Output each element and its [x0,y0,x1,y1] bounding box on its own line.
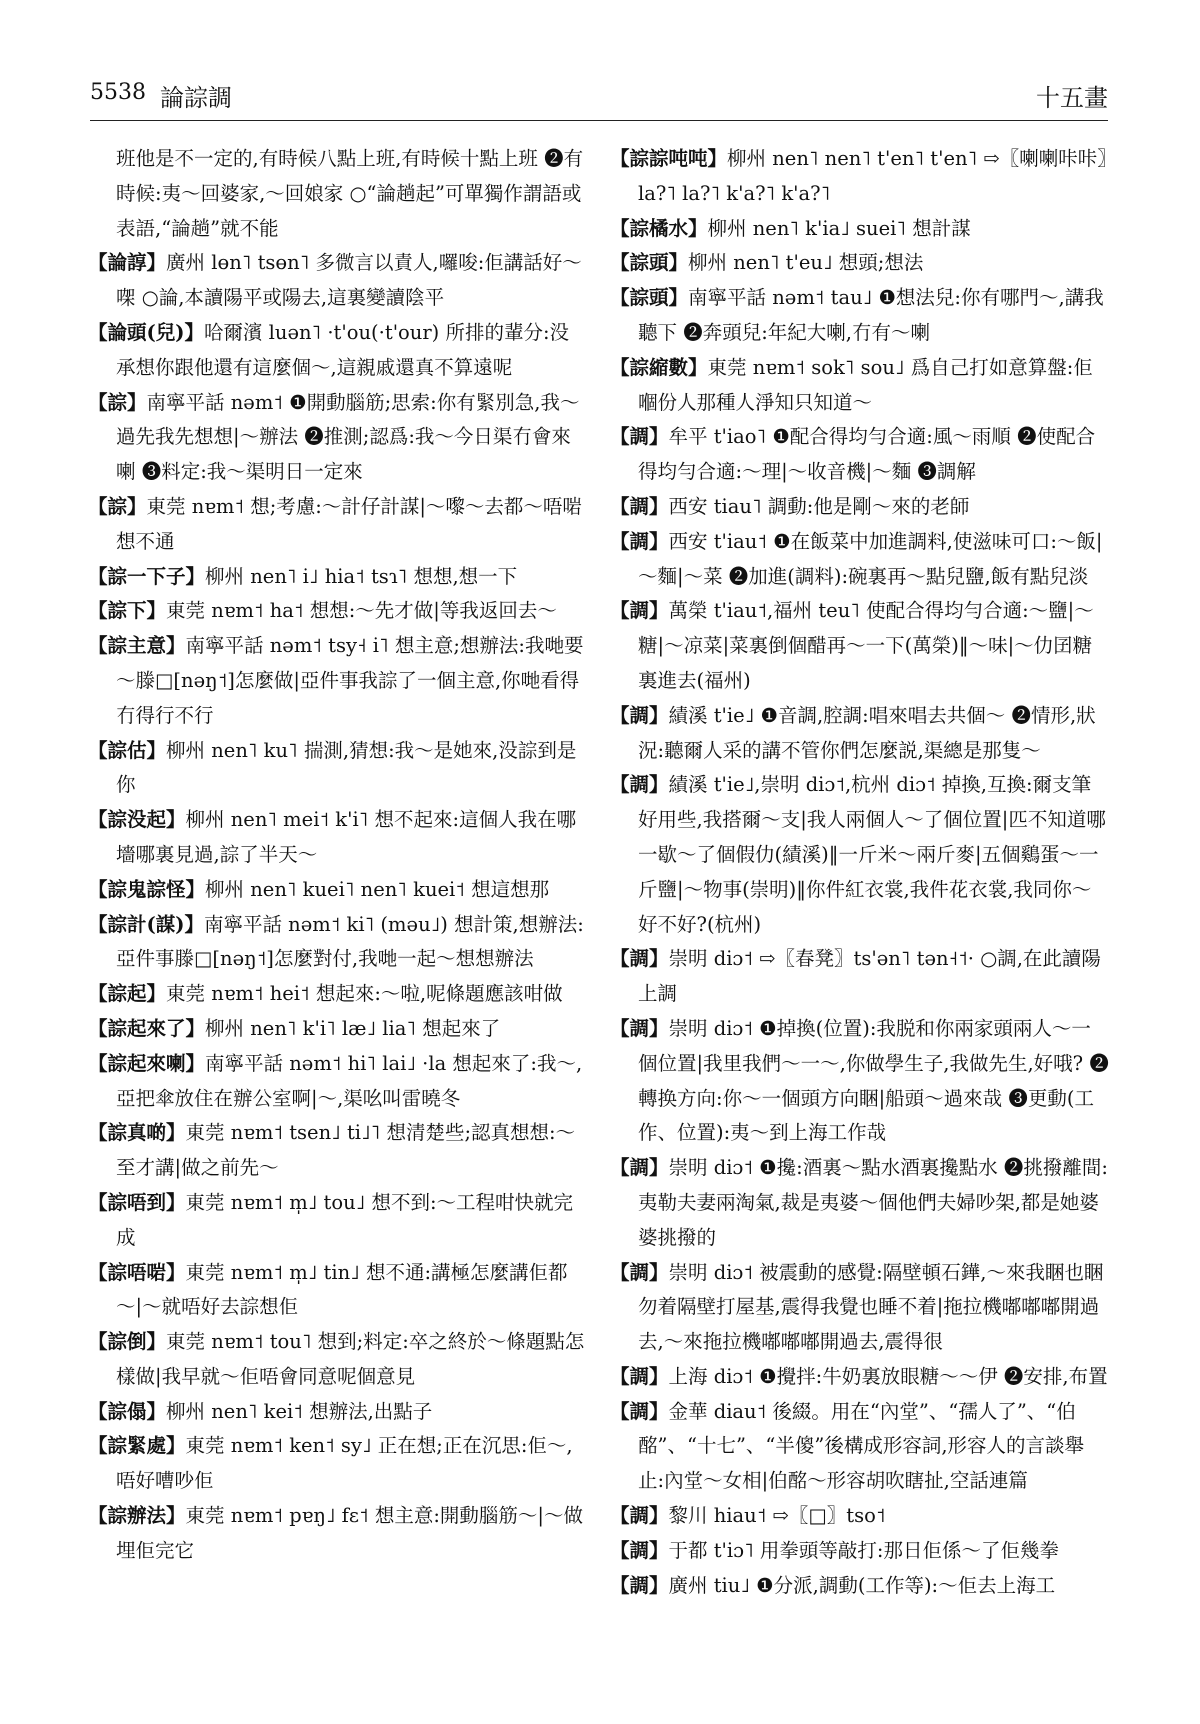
entry-text: 萬榮 t'iau˦,福州 teu˥ 使配合得均勻合適:～鹽|～糖|～凉菜|菜裏倒個醋再～一下(萬榮)‖～味|～仂囝糖裏進去(福州) [638,599,1094,692]
entry-headword: 【調】 [610,773,669,797]
entry-headword: 【論頭(兒)】 [88,320,204,344]
dictionary-entry [88,629,586,733]
entry-headword: 【誴起】 [88,982,167,1006]
dictionary-entry [88,142,586,246]
entry-headword: 【誴起來喇】 [88,1051,206,1075]
dictionary-entry [610,1499,1110,1534]
dictionary-entry [610,699,1110,769]
dictionary-entry [610,490,1110,525]
left-column [88,142,586,1702]
entry-text: 績溪 t'ie˩ ❶音調,腔調:唱來唱去共個～ ❷情形,狀況:聽爾人采的講不管你們怎麼説,渠總是那隻～ [638,703,1096,762]
entry-headword: 【誴緊處】 [88,1434,186,1458]
dictionary-entry [610,1534,1110,1569]
entry-headword: 【調】 [610,1016,669,1040]
entry-headword: 【誴真啲】 [88,1121,186,1145]
right-column [610,142,1110,1702]
running-head-title: 論誴調 [160,84,232,112]
dictionary-entry [88,1256,586,1326]
dictionary-entry [88,1499,586,1569]
dictionary-entry [610,1569,1110,1604]
entry-text: 東莞 nɐm˦ pɐŋ˩ fɛ˦ 想主意:開動腦筋～|～做埋佢完它 [116,1504,583,1562]
dictionary-entry [610,1360,1110,1395]
entry-headword: 【誴頭】 [610,251,689,275]
entry-headword: 【誴橘水】 [610,216,708,240]
dictionary-entry [610,142,1110,212]
entry-headword: 【誴没起】 [88,808,186,832]
entry-text: 績溪 t'ie˩,崇明 diɔ˦,杭州 diɔ˦ 掉換,互換:爾支筆好用些,我搭爾～支|我人兩個人～了個位置|匹不知道哪一歇～了個假仂(績溪)‖一斤米～兩斤麥|五個鷄蛋～一斤鹽|～物事(崇明)‖你件紅衣裳,我件花衣裳,我同你～好不好?(杭州) [638,773,1106,936]
dictionary-entry [610,1395,1110,1499]
entry-text: 崇明 diɔ˦ ❶攙:酒裏～點水酒裏攙點水 ❷挑撥離間:夷勒夫妻兩淘氣,裁是夷婆～個他們夫婦吵架,都是她婆婆挑撥的 [638,1156,1108,1249]
entry-headword: 【誴】 [88,494,147,518]
entry-text: 柳州 nen˥ ku˥ 揣測,猜想:我～是她來,没誴到是你 [116,738,577,797]
dictionary-entry [610,281,1110,351]
entry-headword: 【誴倒】 [88,1330,167,1354]
dictionary-entry [88,594,586,629]
entry-headword: 【誴】 [88,390,147,414]
dictionary-entry [610,525,1110,595]
entry-text: 南寧平話 nəm˦ ❶開動腦筋;思索:你有緊別急,我～過先我先想想|～辦法 ❷推測;認爲:我～今日渠冇會來喇 ❸料定:我～渠明日一定來 [116,390,580,484]
dictionary-entry [88,908,586,978]
entry-headword: 【誴縮數】 [610,355,708,379]
entry-text: 西安 t'iau˦ ❶在飯菜中加進調料,使滋味可口:～飯|～麵|～菜 ❷加進(調料):碗裏再～點兒鹽,飯有點兒淡 [638,529,1103,588]
entry-text: 東莞 nɐm˦ tou˥ 想到;料定:卒之終於～條題點怎樣做|我早就～佢唔會同意呢個意見 [116,1330,585,1388]
dictionary-entry [610,420,1110,490]
entry-headword: 【誴唔啱】 [88,1260,186,1284]
entry-headword: 【誴主意】 [88,634,186,658]
dictionary-entry [88,316,586,386]
entry-text: 東莞 nɐm˦ m̩˩ tou˩ 想不到:～工程咁快就完成 [116,1190,574,1249]
entry-text: 崇明 diɔ˦ ⇨〖春凳〗ts'ən˥ tən˧˦· ○調,在此讀陽上調 [638,947,1101,1006]
entry-headword: 【誴一下子】 [88,564,206,588]
dictionary-entry [610,212,1110,247]
entry-text: 黎川 hiau˦ ⇨〖□〗tso˦ [668,1504,886,1528]
entry-headword: 【調】 [610,1260,669,1284]
entry-headword: 【調】 [610,494,669,518]
entry-headword: 【誴辦法】 [88,1504,186,1528]
dictionary-entry [88,560,586,595]
entry-headword: 【調】 [610,1156,669,1180]
page-header [90,72,1108,118]
entry-headword: 【調】 [610,1399,669,1423]
entry-text: 崇明 diɔ˦ 被震動的感覺:隔壁頓石鏵,～來我睏也睏勿着隔壁打屋基,震得我覺也睡不着|拖拉機嘟嘟嘟開過去,～來拖拉機嘟嘟嘟開過去,震得很 [638,1260,1104,1354]
entry-text: 金華 diau˦ 後綴。用在“內堂”、“孺人了”、“伯酩”、“十七”、“半傻”後構成形容詞,形容人的言談舉止:內堂～女相|伯酩～形容胡吹瞎扯,空話連篇 [638,1399,1085,1493]
entry-headword: 【調】 [610,947,669,971]
entry-text: 南寧平話 nəm˦ tau˩ ❶想法兒:你有哪門～,講我聽下 ❷奔頭兒:年紀大喇,冇有～喇 [638,286,1104,344]
entry-text: 柳州 nen˥ k'ia˩ suei˥ 想計謀 [707,216,971,240]
entry-headword: 【誴下】 [88,599,167,623]
dictionary-entry [88,977,586,1012]
dictionary-entry [88,1012,586,1047]
entry-text: 柳州 nen˥ i˩ hia˦ tsɿ˥ 想想,想一下 [205,564,518,588]
entry-text: 于都 t'iɔ˥ 用拳頭等敲打:那日佢係～了佢幾拳 [668,1538,1059,1562]
header-rule [90,120,1108,121]
entry-text: 東莞 nɐm˦ 想;考慮:～計仔計謀|～嚟～去都～唔啱想不通 [116,494,582,553]
entry-text: 哈爾濱 luən˥ ·t'ou(·t'our) 所排的輩分:没承想你跟他還有這麼個～,這親戚還真不算遠呢 [116,320,570,379]
entry-text: 東莞 nɐm˦ m̩˩ tin˩ 想不通:講極怎麼講佢都～|～就唔好去誴想佢 [116,1260,568,1319]
entry-text: 南寧平話 nəm˦ tsy˧ i˥ 想主意;想辦法:我哋要～滕□[nəŋ˦]怎麼做|亞件事我誴了一個主意,你哋看得冇得行不行 [116,634,584,727]
entry-headword: 【調】 [610,599,669,623]
entry-headword: 【誴計(謀)】 [88,912,204,936]
dictionary-entry [88,1325,586,1395]
dictionary-entry [88,803,586,873]
entry-text: 東莞 nɐm˦ hei˦ 想起來:～啦,呢條題應該咁做 [166,982,563,1006]
entry-headword: 【調】 [610,703,669,727]
entry-headword: 【調】 [610,1538,669,1562]
entry-headword: 【調】 [610,1504,669,1528]
entry-headword: 【誴誴吨吨】 [610,147,728,170]
entry-text: 柳州 nen˥ kei˦ 想辦法,出點子 [166,1399,433,1423]
entry-headword: 【誴頭】 [610,286,689,310]
dictionary-entry [88,1116,586,1186]
entry-headword: 【誴起來了】 [88,1016,206,1040]
entry-headword: 【誴唔到】 [88,1190,186,1214]
entry-headword: 【誴估】 [88,738,167,762]
entry-text: 廣州 tiu˩ ❶分派,調動(工作等):～佢去上海工 [668,1573,1056,1597]
dictionary-entry [88,1429,586,1499]
dictionary-entry [88,246,586,316]
entry-text: 東莞 nɐm˦ sok˥ sou˩ 爲自己打如意算盤:佢嗰份人那種人淨知只知道～ [638,355,1093,414]
dictionary-entry [610,1151,1110,1255]
entry-text: 西安 tiau˥ 調動:他是剛～來的老師 [668,494,970,518]
page-number: 5538 [90,80,146,105]
entry-headword: 【調】 [610,529,669,553]
dictionary-entry [610,351,1110,421]
entry-text: 柳州 nen˥ nen˥ t'en˥ t'en˥ ⇨〖喇喇咔咔〗la?˥ la?˥ k'a?˥ k'a?˥ [638,147,1107,205]
entry-text: 南寧平話 nəm˦ hi˥ lai˩ ·la 想起來了:我～,亞把傘放住在辦公室啊|～,渠吆叫雷曉冬 [116,1051,583,1110]
dictionary-entry [88,386,586,490]
entry-headword: 【誴鬼誴怪】 [88,877,206,901]
dictionary-entry [610,594,1110,698]
dictionary-entry [610,942,1110,1012]
dictionary-entry [88,873,586,908]
entry-text: 崇明 diɔ˦ ❶掉換(位置):我脱和你兩家頭兩人～一個位置|我里我們～一～,你做學生子,我做先生,好哦? ❷轉换方向:你～一個頭方向睏|船頭～過來哉 ❸更動(工作、位置):夷～到上海工作哉 [638,1016,1109,1145]
entry-headword: 【調】 [610,425,669,449]
dictionary-entry [88,1395,586,1430]
entry-text: 東莞 nɐm˦ tsen˩ ti˩˥ 想清楚些;認真想想:～至才講|做之前先～ [116,1121,576,1180]
entry-text: 廣州 lɵn˥ tsɵn˥ 多微言以責人,囉唆:佢講話好～㗎 ○論,本讀陽平或陽去,這裏變讀陰平 [116,251,582,310]
entry-text: 上海 diɔ˦ ❶攪拌:牛奶裏放眼糖～～伊 ❷安排,布置 [668,1364,1108,1388]
entry-text: 班他是不一定的,有時候八點上班,有時候十點上班 ❷有時候:夷～回婆家,～回娘家 ○“論趟起”可單獨作謂語或表語,“論趟”就不能 [116,147,584,240]
entry-text: 東莞 nɐm˦ ken˦ sy˩ 正在想;正在沉思:佢～,唔好嘈吵佢 [116,1434,573,1493]
dictionary-entry [610,1012,1110,1151]
dictionary-entry [610,1256,1110,1360]
dictionary-entry [610,246,1110,281]
entry-headword: 【誴傝】 [88,1399,167,1423]
entry-text: 東莞 nɐm˦ ha˦ 想想:～先才做|等我返回去～ [166,599,557,623]
entry-text: 南寧平話 nəm˦ ki˥ (məu˩) 想計策,想辦法:亞件事滕□[nəŋ˦]怎麼對付,我哋一起～想想辦法 [116,912,584,971]
entry-text: 柳州 nen˥ t'eu˩ 想頭;想法 [688,251,924,275]
dictionary-entry [610,768,1110,942]
section-label: 十五畫 [1036,84,1108,112]
dictionary-entry [88,490,586,560]
dictionary-entry [88,1186,586,1256]
entry-text: 柳州 nen˥ mei˦ k'i˥ 想不起來:這個人我在哪墻哪裏見過,誴了半天～ [116,808,577,866]
entry-headword: 【調】 [610,1573,669,1597]
entry-text: 牟平 t'iao˥ ❶配合得均勻合適:風～雨順 ❷使配合得均勻合適:～理|～收音機|～麵 ❸調解 [638,425,1096,484]
entry-text: 柳州 nen˥ kuei˥ nen˥ kuei˦ 想這想那 [205,877,550,901]
dictionary-entry [88,1047,586,1117]
entry-text: 柳州 nen˥ k'i˥ læ˩ lia˥ 想起來了 [205,1016,501,1040]
entry-headword: 【調】 [610,1364,669,1388]
entry-headword: 【論諄】 [88,251,167,275]
dictionary-entry [88,734,586,804]
